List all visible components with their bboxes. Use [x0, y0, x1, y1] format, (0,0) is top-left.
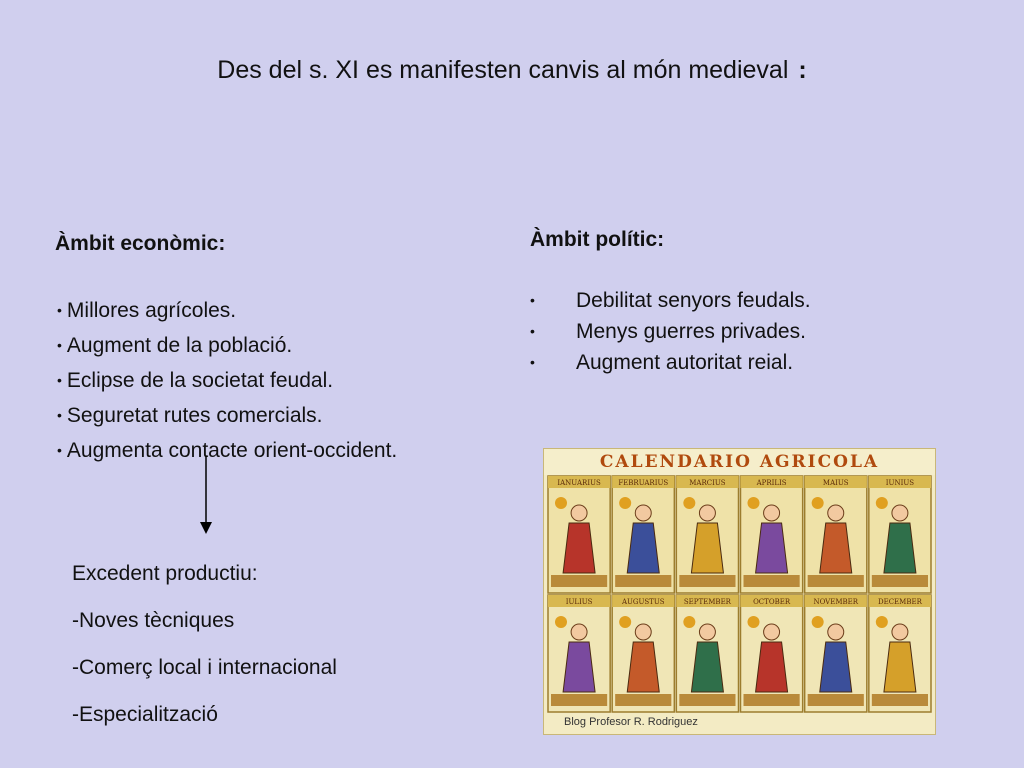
calendar-month-cell: [548, 476, 610, 593]
calendar-month-cell: [676, 476, 738, 593]
calendar-month-cell: [805, 476, 867, 593]
list-item: [57, 364, 397, 399]
calendar-month-cell: [869, 476, 931, 593]
calendar-month-label: OCTOBER: [753, 598, 791, 606]
economic-list: [57, 294, 397, 469]
calendar-month-label: DECEMBER: [877, 598, 922, 606]
calendar-month-cell: [805, 595, 867, 712]
list-item: [530, 347, 811, 378]
calendar-month-cell: [676, 595, 738, 712]
bullet: •: [57, 372, 62, 388]
list-item: [530, 285, 811, 316]
list-item: [57, 434, 397, 469]
calendar-month-cell: [741, 476, 803, 593]
calendar-month-cell: [741, 595, 803, 712]
calendar-month-label: NOVEMBER: [813, 598, 859, 606]
calendar-month-label: SEPTEMBER: [683, 598, 731, 606]
bullet: •: [530, 292, 535, 308]
list-item-text: Augment autoritat reial.: [576, 351, 794, 374]
list-item-text: Menys guerres privades.: [576, 320, 806, 343]
calendar-month-label: IULIUS: [565, 598, 593, 606]
calendar-month-cell: [612, 595, 674, 712]
bullet: •: [57, 337, 62, 353]
down-arrow-icon: [196, 456, 216, 534]
bullet: •: [57, 407, 62, 423]
list-item-text: Augment de la població.: [66, 334, 293, 357]
list-item-text: Augmenta contacte orient-occident.: [66, 439, 398, 462]
agricultural-calendar-image: [543, 448, 936, 735]
political-heading: Àmbit polític:: [530, 228, 665, 251]
political-list: [530, 285, 811, 378]
bullet: •: [57, 442, 62, 458]
calendar-month-cell: [548, 595, 610, 712]
calendar-month-label: AUGUSTUS: [621, 598, 665, 606]
calendar-month-label: APRILIS: [756, 479, 787, 487]
surplus-heading: Excedent productiu:: [72, 562, 258, 585]
list-item-text: Millores agrícoles.: [66, 299, 237, 322]
list-item-text: Seguretat rutes comercials.: [66, 404, 323, 427]
calendar-month-label: MAIUS: [822, 479, 849, 487]
calendar-month-cell: [869, 595, 931, 712]
calendar-title: CALENDARIO AGRICOLA: [544, 449, 935, 475]
calendar-cells: [547, 475, 932, 713]
bullet: •: [530, 354, 535, 370]
list-item-text: Eclipse de la societat feudal.: [66, 369, 334, 392]
list-item: [57, 329, 397, 364]
bullet: •: [57, 302, 62, 318]
slide-title-colon: :: [798, 56, 807, 84]
calendar-month-label: MARCIUS: [689, 479, 726, 487]
calendar-month-label: IUNIUS: [885, 479, 915, 487]
economic-heading: Àmbit econòmic:: [55, 232, 226, 255]
list-item: [57, 294, 397, 329]
surplus-block: [72, 550, 337, 738]
surplus-item: -Especialització: [72, 703, 218, 726]
list-item-text: Debilitat senyors feudals.: [576, 289, 811, 312]
slide-title: [0, 56, 1024, 85]
bullet: •: [530, 323, 535, 339]
list-item: [530, 316, 811, 347]
calendar-month-label: IANUARIUS: [557, 479, 601, 487]
calendar-month-cell: [612, 476, 674, 593]
slide-title-text: Des del s. XI es manifesten canvis al món medieval: [217, 56, 789, 84]
surplus-item: -Comerç local i internacional: [72, 656, 337, 679]
surplus-item: -Noves tècniques: [72, 609, 235, 632]
calendar-month-label: FEBRUARIUS: [618, 479, 669, 487]
calendar-credit: Blog Profesor R. Rodriguez: [564, 716, 698, 728]
list-item: [57, 399, 397, 434]
